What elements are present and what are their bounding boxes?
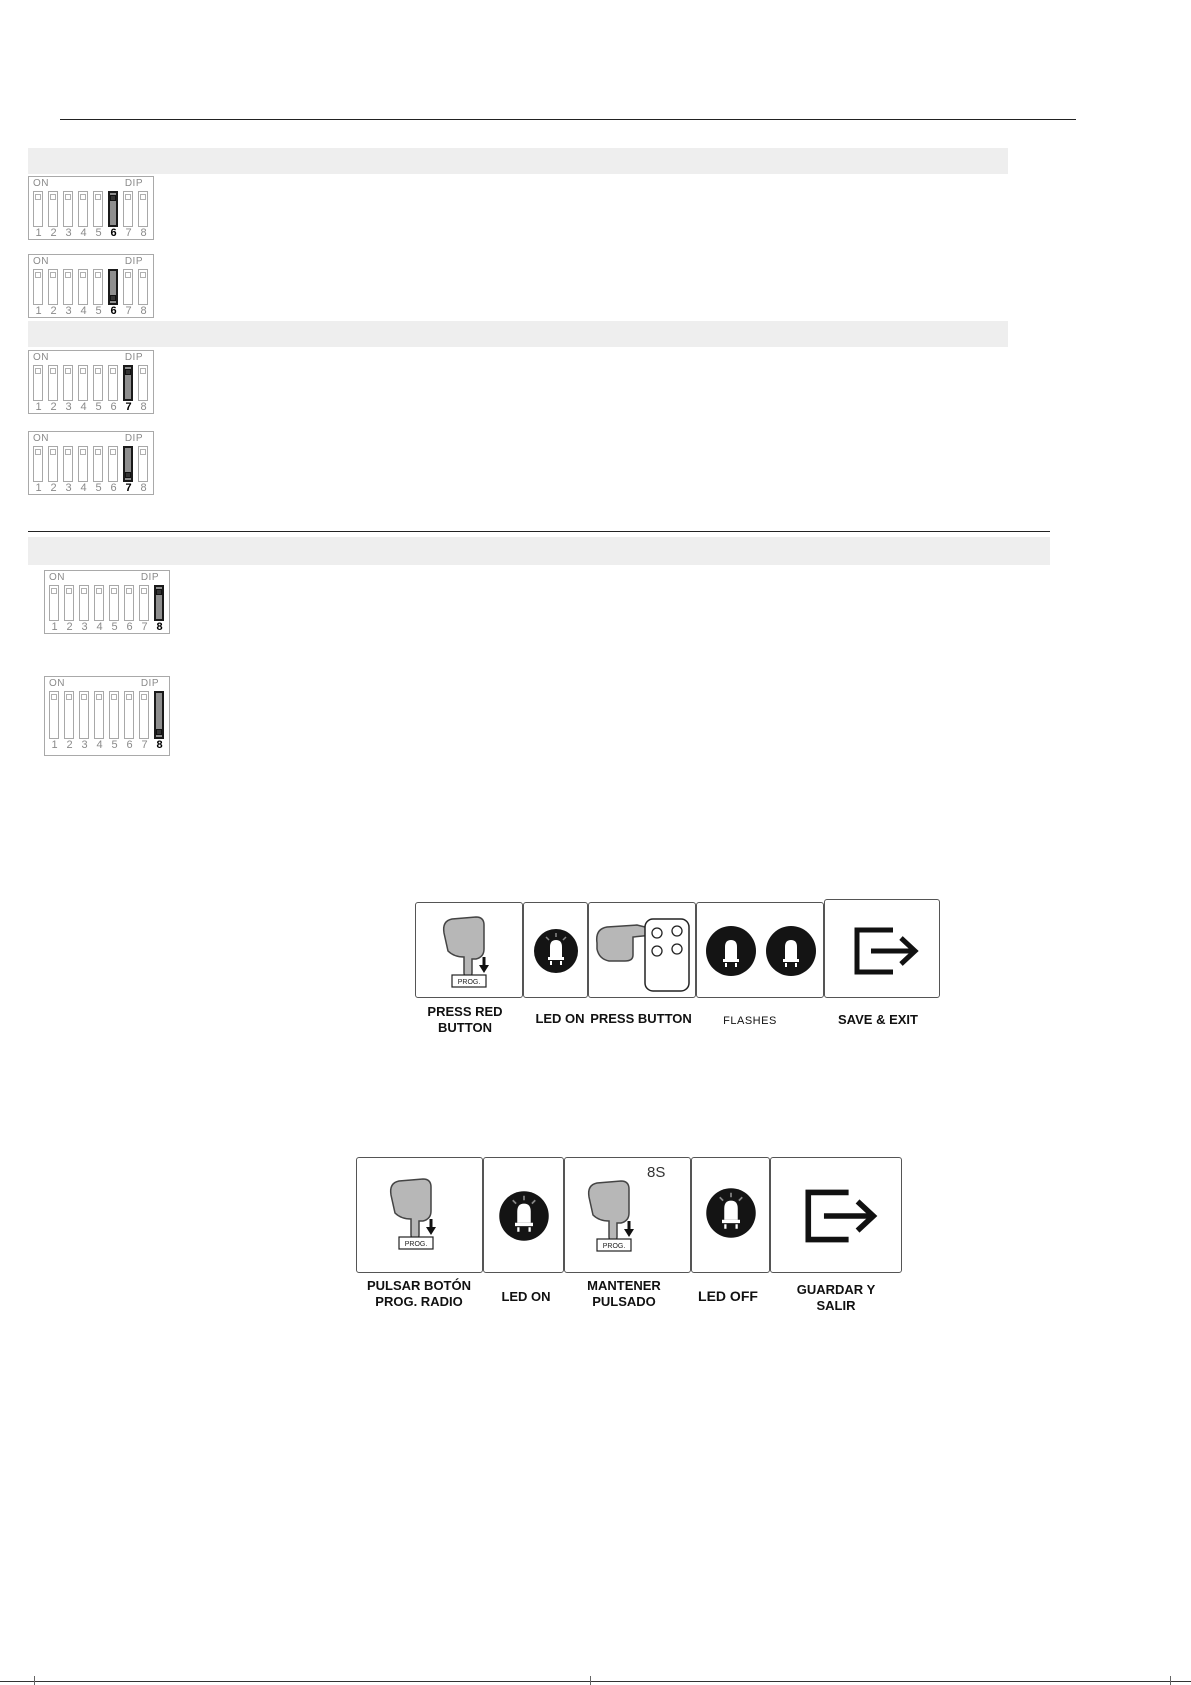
dip-label: DIP: [124, 178, 143, 189]
header-rule: [60, 119, 1076, 120]
hand-press-prog-icon: [581, 1170, 651, 1260]
dip-switch-number: 8: [140, 401, 147, 413]
dip-switch-number: 3: [65, 227, 72, 239]
dip-switch-number: 4: [96, 621, 103, 633]
dip-switch-number: 8: [140, 227, 147, 239]
dip-lever-knob: [110, 368, 116, 374]
dip-lever-knob: [65, 368, 71, 374]
step-panel-flashes: [696, 902, 824, 998]
dip-switch-number: 6: [110, 482, 117, 494]
caption-line: SALIR: [816, 1298, 856, 1313]
dip-switch-number: 8: [140, 305, 147, 317]
dip-lever-knob: [125, 472, 131, 478]
dip-switch-lever-5[interactable]: [93, 191, 103, 227]
dip-on-label: ON: [33, 352, 49, 363]
dip-switch-lever-5[interactable]: [93, 365, 103, 401]
dip-switch-lever-7[interactable]: [139, 691, 149, 739]
caption-line: GUARDAR Y: [796, 1282, 876, 1297]
dip-lever-knob: [65, 194, 71, 200]
dip-switch-7-off: [28, 431, 154, 495]
dip-switch-lever-2[interactable]: [48, 365, 58, 401]
caption-line: PROG. RADIO: [375, 1294, 463, 1309]
section-band-dip8: [28, 537, 1050, 565]
dip-switch-lever-3[interactable]: [63, 191, 73, 227]
dip-lever-knob: [111, 588, 117, 594]
dip-lever-knob: [50, 194, 56, 200]
dip-switch-lever-6[interactable]: [108, 269, 118, 305]
dip-lever-knob: [65, 449, 71, 455]
dip-switch-lever-7[interactable]: [123, 191, 133, 227]
dip-lever-knob: [141, 588, 147, 594]
dip-lever-knob: [140, 368, 146, 374]
dip-lever-knob: [140, 194, 146, 200]
dip-lever-knob: [95, 194, 101, 200]
dip-switch-number: 6: [126, 739, 133, 751]
dip-on-label: ON: [33, 433, 49, 444]
dip-switch-8-off: [44, 676, 170, 756]
dip-switch-number: 3: [81, 739, 88, 751]
dip-switch-lever-4[interactable]: [78, 365, 88, 401]
dip-switch-lever-3[interactable]: [63, 365, 73, 401]
dip-switch-number: 1: [51, 739, 58, 751]
dip-switch-number: 6: [110, 401, 117, 413]
dip-lever-knob: [65, 272, 71, 278]
dip-lever-knob: [96, 694, 102, 700]
dip-lever-knob: [51, 694, 57, 700]
dip-lever-knob: [95, 272, 101, 278]
dip-lever-knob: [110, 449, 116, 455]
exit-icon: [803, 1188, 883, 1244]
dip-switch-lever-1[interactable]: [33, 191, 43, 227]
dip-switch-lever-2[interactable]: [48, 191, 58, 227]
dip-label: DIP: [140, 678, 159, 689]
dip-lever-knob: [125, 194, 131, 200]
dip-switch-lever-4[interactable]: [78, 269, 88, 305]
dip-switch-number: 2: [50, 482, 57, 494]
dip-switch-7-on: [28, 350, 154, 414]
dip-switch-lever-3[interactable]: [63, 269, 73, 305]
dip-label: DIP: [124, 433, 143, 444]
dip-lever-knob: [126, 588, 132, 594]
dip-lever-knob: [110, 295, 116, 301]
dip-switch-lever-8[interactable]: [138, 365, 148, 401]
caption-press-button: PRESS BUTTON: [590, 1011, 692, 1026]
dip-on-label: ON: [33, 178, 49, 189]
dip-lever-knob: [51, 588, 57, 594]
dip-lever-knob: [95, 449, 101, 455]
dip-switch-lever-3[interactable]: [79, 691, 89, 739]
prog-label-icon-text: PROG.: [404, 1241, 428, 1248]
dip-switch-lever-1[interactable]: [33, 269, 43, 305]
dip-switch-lever-1[interactable]: [33, 446, 43, 482]
prog-label-icon-text: PROG.: [602, 1243, 626, 1250]
step-panel-pulsar-boton: [356, 1157, 483, 1273]
dip-switch-number: 1: [35, 482, 42, 494]
dip-lever-knob: [35, 449, 41, 455]
dip-switch-number: 8: [156, 739, 163, 751]
dip-switch-number: 2: [66, 621, 73, 633]
dip-lever-knob: [125, 272, 131, 278]
dip-switch-number: 2: [50, 401, 57, 413]
dip-switch-number: 5: [111, 621, 118, 633]
dip-switch-lever-4[interactable]: [94, 585, 104, 621]
dip-lever-knob: [81, 588, 87, 594]
dip-switch-lever-3[interactable]: [63, 446, 73, 482]
dip-switch-number: 4: [80, 482, 87, 494]
dip-lever-knob: [111, 694, 117, 700]
dip-switch-number: 7: [125, 401, 132, 413]
dip-switch-number: 2: [50, 305, 57, 317]
dip-on-label: ON: [49, 678, 65, 689]
dip-switch-lever-5[interactable]: [109, 585, 119, 621]
dip-switch-number: 6: [110, 305, 117, 317]
dip-lever-knob: [141, 694, 147, 700]
dip-label: DIP: [124, 256, 143, 267]
dip-switch-lever-8[interactable]: [138, 446, 148, 482]
dip-switch-number: 8: [140, 482, 147, 494]
dip-on-label: ON: [49, 572, 65, 583]
hold-time-badge: 8S: [647, 1164, 666, 1181]
dip-switch-number: 4: [80, 305, 87, 317]
step-panel-save-exit: [824, 899, 940, 998]
led-icon: [497, 1189, 551, 1243]
dip-switch-6-off: [28, 254, 154, 318]
dip-switch-number: 8: [156, 621, 163, 633]
dip-switch-lever-7[interactable]: [139, 585, 149, 621]
footer-rule: [0, 1681, 1191, 1682]
dip-switch-lever-5[interactable]: [93, 269, 103, 305]
led-icon: [532, 927, 580, 975]
caption-guardar-salir: [776, 1282, 896, 1314]
dip-lever-knob: [95, 368, 101, 374]
dip-switch-lever-7[interactable]: [123, 446, 133, 482]
caption-line: PULSAR BOTÓN: [367, 1278, 471, 1293]
dip-switch-number: 2: [50, 227, 57, 239]
dip-switch-number: 1: [35, 305, 42, 317]
prog-label-icon-text: PROG.: [457, 979, 481, 986]
dip-switch-8-on: [44, 570, 170, 634]
dip-switch-lever-7[interactable]: [123, 365, 133, 401]
dip-label: DIP: [124, 352, 143, 363]
dip-switch-number: 3: [65, 482, 72, 494]
footer-tick: [590, 1676, 591, 1685]
caption-led-off: LED OFF: [698, 1288, 758, 1304]
dip-lever-knob: [80, 272, 86, 278]
dip-switch-number: 7: [125, 305, 132, 317]
dip-switch-lever-6[interactable]: [108, 446, 118, 482]
dip-switch-lever-1[interactable]: [49, 585, 59, 621]
dip-switch-lever-6[interactable]: [108, 191, 118, 227]
dip-lever-knob: [140, 272, 146, 278]
caption-led-on: LED ON: [535, 1011, 585, 1026]
dip-switch-number: 6: [126, 621, 133, 633]
dip-switch-number: 5: [111, 739, 118, 751]
caption-led-on-es: LED ON: [501, 1289, 551, 1304]
dip-switch-lever-8[interactable]: [154, 691, 164, 739]
dip-switch-lever-2[interactable]: [48, 446, 58, 482]
dip-switch-lever-5[interactable]: [109, 691, 119, 739]
dip-lever-knob: [35, 194, 41, 200]
dip-switch-lever-5[interactable]: [93, 446, 103, 482]
section-band-dip6: [28, 148, 1008, 174]
dip-switch-lever-4[interactable]: [78, 191, 88, 227]
caption-save-exit: SAVE & EXIT: [838, 1012, 918, 1027]
dip-switch-number: 2: [66, 739, 73, 751]
dip-switch-lever-8[interactable]: [154, 585, 164, 621]
dip-switch-lever-2[interactable]: [48, 269, 58, 305]
dip-lever-knob: [126, 694, 132, 700]
dip-lever-knob: [35, 272, 41, 278]
section-rule-dip8: [28, 531, 1050, 532]
dip-switch-number: 5: [95, 482, 102, 494]
dip-switch-lever-7[interactable]: [123, 269, 133, 305]
dip-switch-number: 4: [80, 227, 87, 239]
dip-switch-number: 1: [35, 227, 42, 239]
dip-lever-knob: [80, 194, 86, 200]
section-band-dip7: [28, 321, 1008, 347]
step-panel-led-on: [523, 902, 588, 998]
dip-lever-knob: [110, 195, 116, 201]
step-panel-guardar: [770, 1157, 902, 1273]
step-panel-led-on-es: [483, 1157, 564, 1273]
caption-mantener-pulsado: [566, 1278, 682, 1310]
step-panel-mantener: [564, 1157, 691, 1273]
dip-switch-number: 7: [125, 227, 132, 239]
dip-switch-lever-4[interactable]: [78, 446, 88, 482]
dip-switch-number: 7: [125, 482, 132, 494]
dip-switch-lever-1[interactable]: [49, 691, 59, 739]
dip-lever-knob: [156, 589, 162, 595]
dip-lever-knob: [125, 369, 131, 375]
dip-switch-lever-1[interactable]: [33, 365, 43, 401]
dip-switch-number: 1: [35, 401, 42, 413]
led-icon: [704, 1186, 758, 1240]
step-panel-press-red: [415, 902, 523, 998]
dip-switch-number: 7: [141, 621, 148, 633]
caption-line: PULSADO: [592, 1294, 656, 1309]
dip-switch-number: 3: [65, 401, 72, 413]
dip-switch-number: 5: [95, 305, 102, 317]
dip-lever-knob: [156, 729, 162, 735]
dip-switch-number: 3: [81, 621, 88, 633]
dip-switch-number: 3: [65, 305, 72, 317]
dip-switch-lever-6[interactable]: [124, 691, 134, 739]
dip-lever-knob: [66, 588, 72, 594]
dip-lever-knob: [66, 694, 72, 700]
footer-tick: [1170, 1676, 1171, 1685]
dip-switch-lever-8[interactable]: [138, 269, 148, 305]
caption-flashes: FLASHES: [723, 1015, 777, 1027]
dip-switch-number: 6: [110, 227, 117, 239]
hand-press-prog-icon: [436, 911, 506, 991]
dip-lever-knob: [96, 588, 102, 594]
dip-switch-number: 7: [141, 739, 148, 751]
caption-pulsar-boton: [354, 1278, 484, 1310]
dip-lever-knob: [80, 368, 86, 374]
dip-lever-knob: [140, 449, 146, 455]
dip-label: DIP: [140, 572, 159, 583]
hand-press-prog-icon: [383, 1168, 453, 1258]
hand-remote-icon: [593, 909, 693, 995]
dip-lever-knob: [50, 368, 56, 374]
dip-switch-number: 1: [51, 621, 58, 633]
dip-lever-knob: [50, 272, 56, 278]
dip-on-label: ON: [33, 256, 49, 267]
dip-switch-6-on: [28, 176, 154, 240]
dip-switch-lever-2[interactable]: [64, 691, 74, 739]
dip-switch-lever-2[interactable]: [64, 585, 74, 621]
exit-icon: [853, 926, 923, 976]
caption-line: MANTENER: [587, 1278, 661, 1293]
step-panel-led-off: [691, 1157, 770, 1273]
dip-lever-knob: [35, 368, 41, 374]
dip-switch-lever-6[interactable]: [124, 585, 134, 621]
dip-switch-lever-3[interactable]: [79, 585, 89, 621]
caption-press-red-button: [410, 1004, 520, 1036]
dip-switch-lever-4[interactable]: [94, 691, 104, 739]
step-panel-press-button: [588, 902, 696, 998]
caption-line: BUTTON: [438, 1020, 492, 1035]
caption-line: PRESS RED: [427, 1004, 503, 1019]
dip-switch-lever-6[interactable]: [108, 365, 118, 401]
dip-lever-knob: [50, 449, 56, 455]
footer-tick: [34, 1676, 35, 1685]
led-flash-icon: [701, 923, 821, 979]
dip-switch-number: 5: [95, 227, 102, 239]
dip-lever-knob: [80, 449, 86, 455]
dip-switch-number: 5: [95, 401, 102, 413]
dip-switch-number: 4: [96, 739, 103, 751]
dip-switch-lever-8[interactable]: [138, 191, 148, 227]
dip-lever-knob: [81, 694, 87, 700]
dip-switch-number: 4: [80, 401, 87, 413]
